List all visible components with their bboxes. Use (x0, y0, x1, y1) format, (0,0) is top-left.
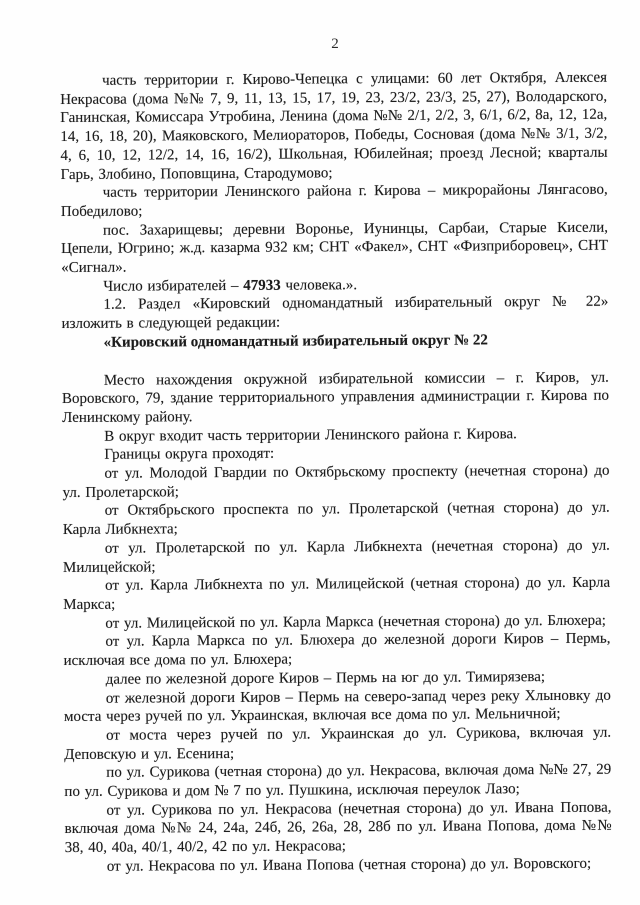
paragraph-text: часть территории Ленинского района г. Кирова – микрорайоны Лянгасово, Победилово; (60, 181, 608, 220)
page-number: 2 (331, 36, 339, 52)
paragraph-text: от Октябрьского проспекта по ул. Пролетарской (четная сторона) до ул. Карла Либкнехта; (62, 500, 610, 539)
paragraph-text: от ул. Молодой Гвардии по Октябрьскому проспекту (нечетная сторона) до ул. Пролетарской; (62, 462, 610, 501)
paragraph-text: Границы округа проходят: (104, 446, 275, 464)
paragraph-text: от ул. Сурикова по ул. Некрасова (нечетная сторона) до ул. Ивана Попова, включая дома №№ 24, 24а, 24б, 26, 26а, 28, 28б по ул. Ивана Попова, дома №№ 38, 40, 40а, 40/1, 40/2, 42 по ул. Некрасова; (64, 799, 612, 857)
paragraph-text: 1.2. Раздел «Кировский одномандатный избирательный округ № 22» изложить в следующей редакции: (61, 294, 609, 333)
paragraph-text: человека.». (280, 276, 358, 294)
paragraph-text: далее по железной дороге Киров – Пермь на юг до ул. Тимирязева; (105, 668, 546, 688)
paragraph (60, 69, 608, 185)
paragraph-text: от ул. Милицейской по ул. Карла Маркса (нечетная сторона) до ул. Блюхера; (105, 612, 607, 632)
paragraph (61, 293, 608, 334)
paragraph-text: Число избирателей – (103, 277, 244, 295)
paragraph-text: от железной дороги Киров – Пермь на северо-запад через реку Хлыновку до моста через ручей по ул. Украинская, включая все дома по ул. Мельничной; (63, 687, 611, 726)
paragraph-text: по ул. Сурикова (четная сторона) до ул. Некрасова, включая дома №№ 27, 29 по ул. Сурикова и дом № 7 по ул. Пушкина, исключая переулок Лазо; (64, 761, 612, 801)
paragraph (64, 761, 611, 802)
paragraph (63, 537, 610, 578)
paragraph-text: от ул. Некрасова по ул. Ивана Попова (четная сторона) до ул. Воровского; (106, 855, 592, 875)
paragraph-text-bold: «Кировский одномандатный избирательный округ № 22 (103, 332, 488, 351)
paragraph (63, 574, 610, 615)
paragraph (61, 218, 608, 277)
paragraph (65, 854, 612, 876)
paragraph-text: от ул. Пролетарской по ул. Карла Либкнехта (нечетная сторона) до ул. Милицейской; (62, 537, 610, 576)
section-heading (62, 330, 609, 352)
paragraph (64, 686, 611, 727)
paragraph-text: пос. Захарищевы; деревни Воронье, Иунинцы, Сарбаи, Старые Кисели, Цепели, Югрино; ж.д. казарма 932 км; СНТ «Факел», СНТ «Физприборовец», СНТ «Сигнал». (61, 219, 609, 277)
paragraph (63, 499, 610, 540)
paragraph (61, 181, 608, 222)
paragraph (62, 368, 609, 427)
paragraph-text-bold: 47933 (243, 277, 281, 294)
document-body (60, 69, 612, 877)
paragraph (64, 724, 611, 765)
paragraph (62, 462, 609, 503)
paragraph-text: В округ входит часть территории Ленинского района г. Кирова. (104, 425, 517, 445)
paragraph-text: Место нахождения окружной избирательной комиссии – г. Киров, ул. Воровского, 79, здание территориального управления администрации г. Кирова по Ленинскому району. (61, 369, 610, 426)
paragraph-text: часть территории г. Кирово-Чепецка с улицами: 60 лет Октября, Алексея Некрасова (дома №№ 7, 9, 11, 13, 15, 17, 19, 23, 23/2, 23/3, 25, 27), Володарского, Ганинская, Комиссара Утробина, Ленина (дома №№ 2/1, 2/2, 3, 6/1, 6/2, 8а, 12, 12а, 14, 16, 18, 20), Маяковского, Мелиораторов, Победы, Сосновая (дома №№ 3/1, 3/2, 4, 6, 10, 12, 12/2, 14, 16, 16/2), Школьная, Юбилейная; проезд Лесной; кварталы Гарь, Злобино, Поповщина, Стародумово; (60, 69, 608, 183)
paragraph (64, 798, 611, 857)
paragraph-text: от ул. Карла Либкнехта по ул. Милицейской (четная сторона) до ул. Карла Маркса; (63, 574, 611, 613)
paragraph (63, 630, 610, 671)
paragraph-text: от ул. Карла Маркса по ул. Блюхера до железной дороги Киров – Пермь, исключая все дома по ул. Блюхера; (63, 631, 611, 670)
paragraph-text: от моста через ручей по ул. Украинская до ул. Сурикова, включая ул. Деповскую и ул. Есенина; (64, 724, 612, 763)
